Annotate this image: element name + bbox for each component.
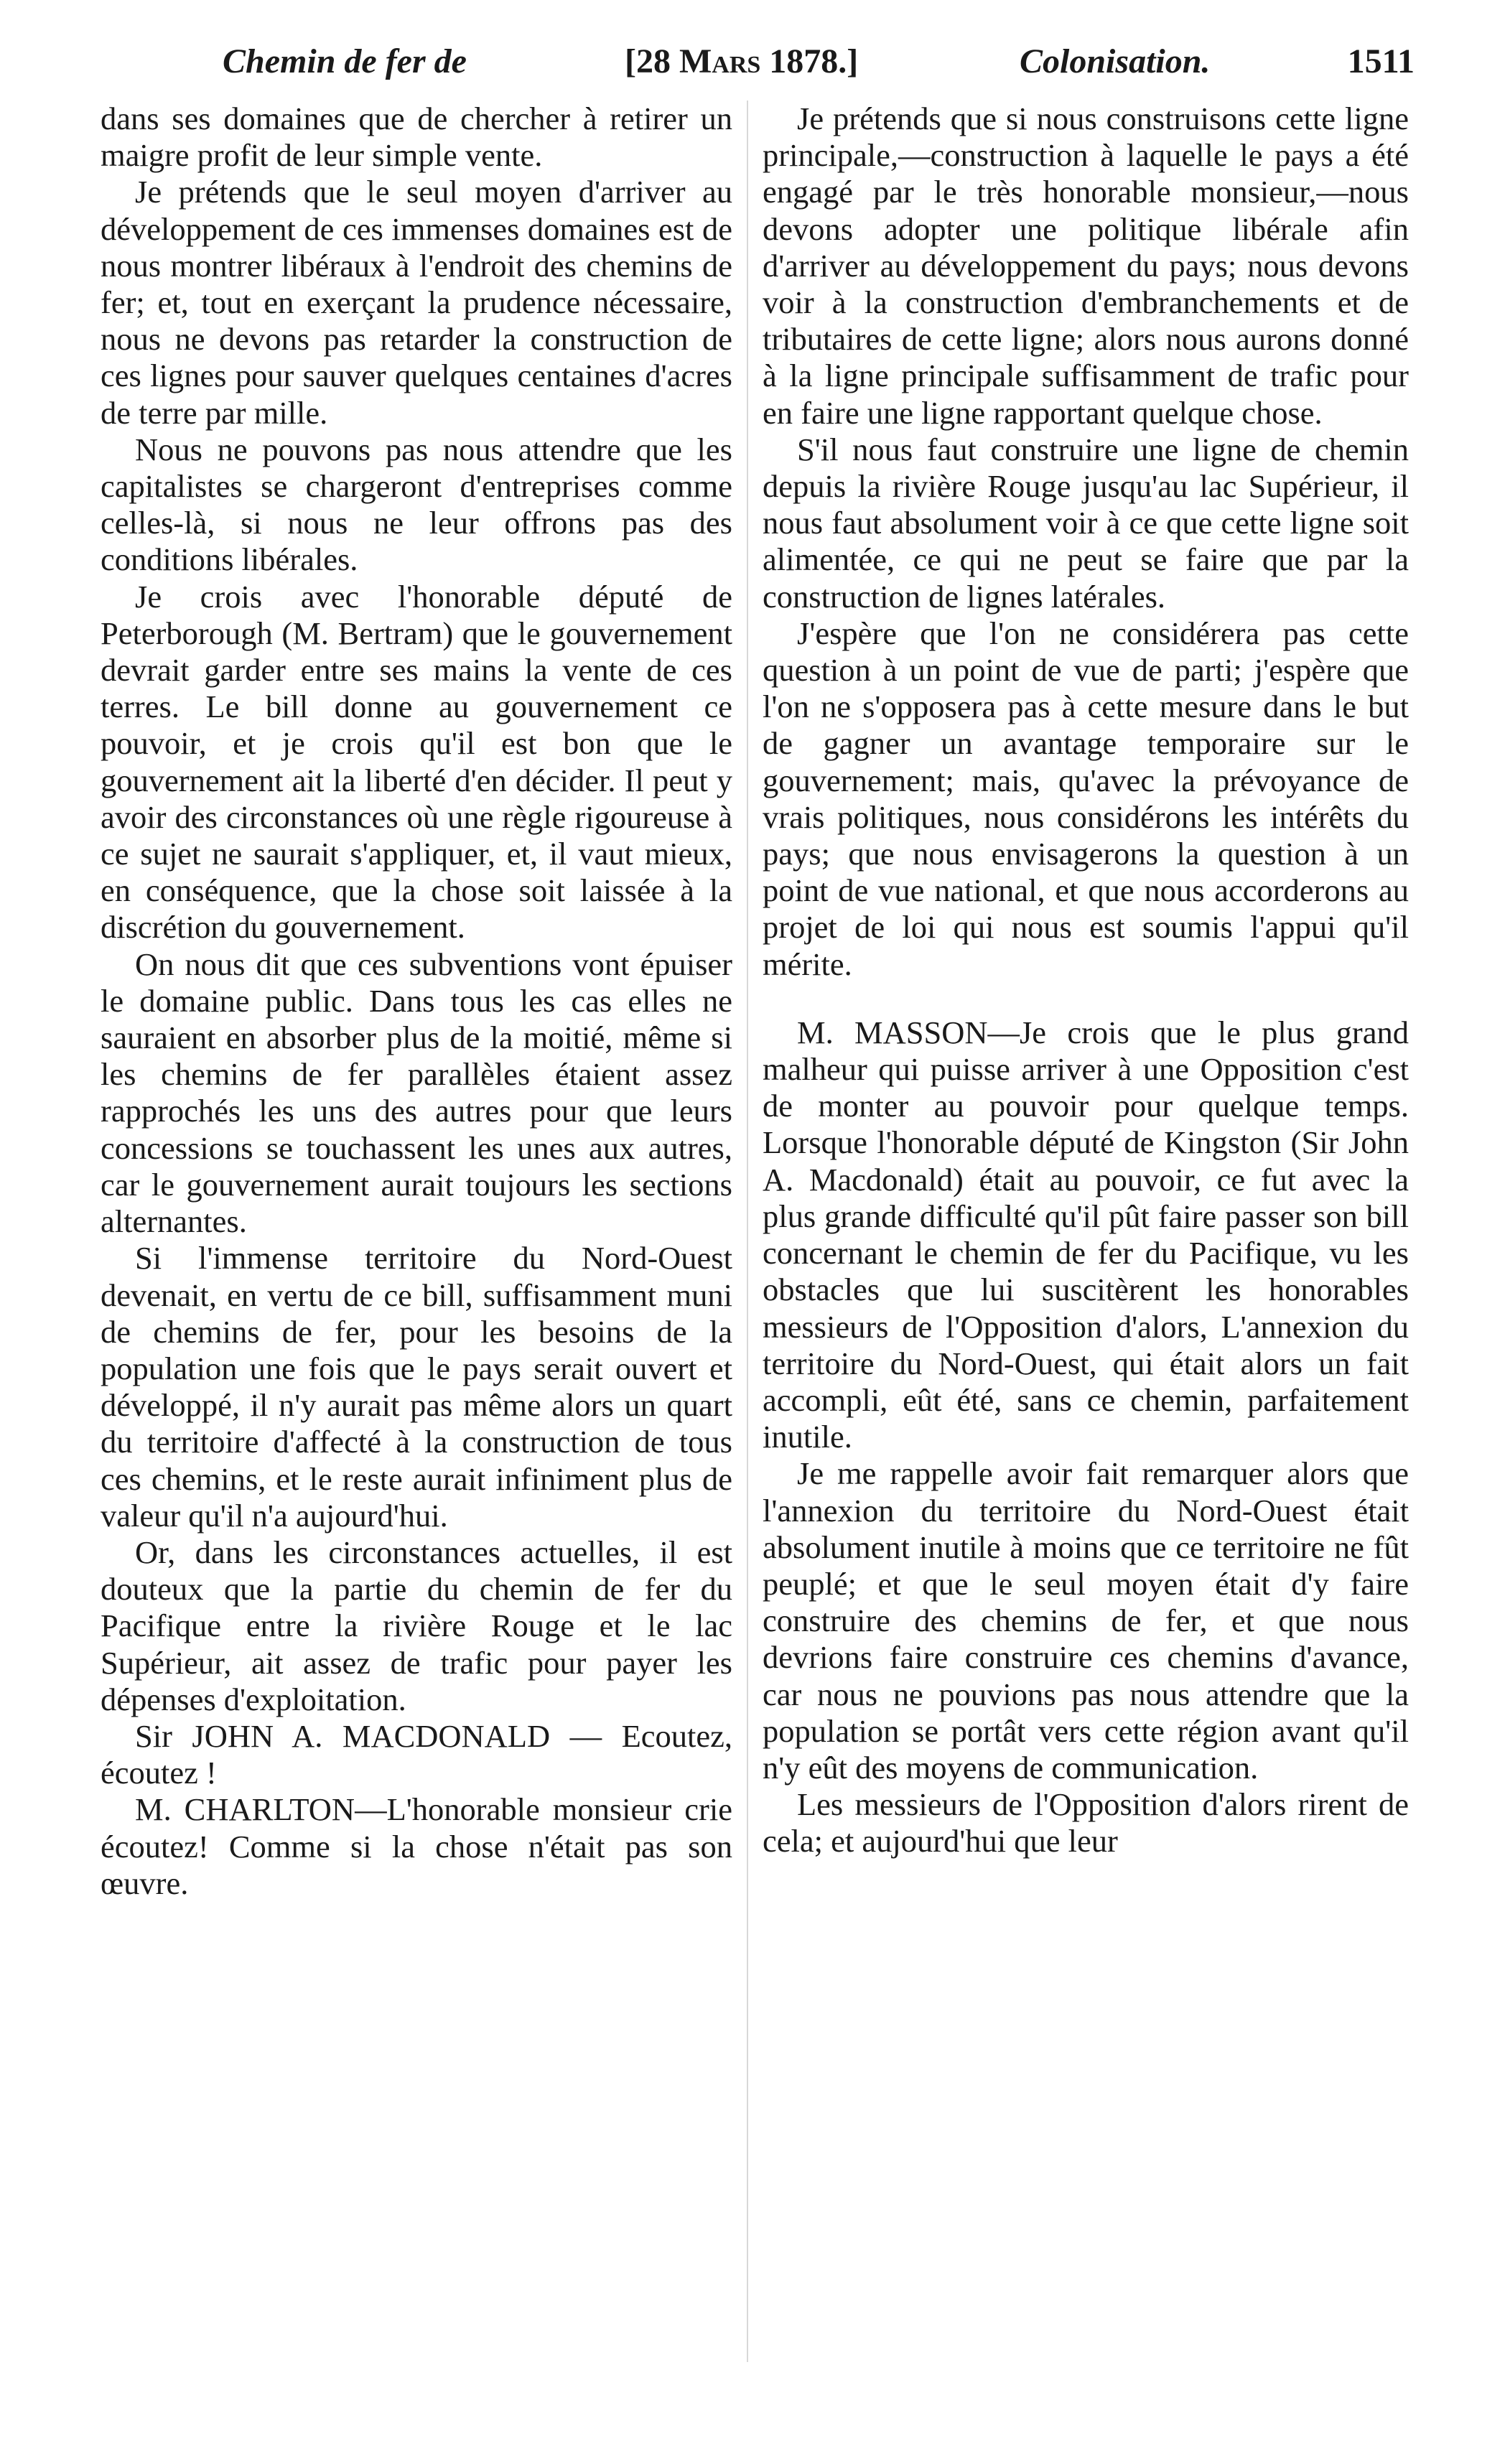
paragraph: S'il nous faut construire une ligne de chemin depuis la rivière Rouge jusqu'au lac Supérieur, il nous faut absolument voir à ce que cette ligne soit alimentée, ce qui ne peut se faire que par la construction de lignes latérales. [763, 431, 1409, 615]
paragraph: Or, dans les circonstances actuelles, il est douteux que la partie du chemin de fer du Pacifique entre la rivière Rouge et le lac Supérieur, ait assez de trafic pour payer les dépenses d'exploitation. [101, 1534, 732, 1717]
running-header [223, 42, 1415, 92]
paragraph: dans ses domaines que de chercher à retirer un maigre profit de leur simple vente. [101, 101, 732, 174]
column-divider [747, 101, 748, 2362]
running-head-left: Chemin de fer de [223, 42, 467, 80]
paragraph: Je me rappelle avoir fait remarquer alors que l'annexion du territoire du Nord-Ouest était absolument inutile à moins que ce territoire ne fût peuplé; et que le seul moyen était d'y faire construire des chemins de fer, et que nous devrions faire construire ces chemins d'avance, car nous ne pouvions pas nous attendre que la population se portât vers cette région avant qu'il n'y eût des moyens de communication. [763, 1455, 1409, 1786]
speaker-paragraph: M. CHARLTON—L'honorable monsieur crie écoutez! Comme si la chose n'était pas son œuvre. [101, 1791, 732, 1901]
right-column [763, 101, 1409, 2427]
paragraph: Je prétends que le seul moyen d'arriver au développement de ces immenses domaines est de nous montrer libéraux à l'endroit des chemins de fer; et, tout en exerçant la prudence nécessaire, nous ne devons pas retarder la construction de ces lignes pour sauver quelques centaines d'acres de terre par mille. [101, 174, 732, 431]
paragraph: On nous dit que ces subventions vont épuiser le domaine public. Dans tous les cas elles ne sauraient en absorber plus de la moitié, même si les chemins de fer parallèles étaient assez rapprochés les uns des autres pour que leurs concessions se touchassent les unes aux autres, car le gouvernement aurait toujours les sections alternantes. [101, 946, 732, 1240]
paragraph: J'espère que l'on ne considérera pas cette question à un point de vue de parti; j'espère que l'on ne s'opposera pas à cette mesure dans le but de gagner un avantage temporaire sur le gouvernement; mais, qu'avec la prévoyance de vrais politiques, nous considérons les intérêts du pays; que nous envisagerons la question à un point de vue national, et que nous accorderons au projet de loi qui nous est soumis l'appui qu'il mérite. [763, 615, 1409, 982]
session-date: [28 Mars 1878.] [625, 42, 859, 80]
paragraph: Je crois avec l'honorable député de Peterborough (M. Bertram) que le gouvernement devrait garder entre ses mains la vente de ces terres. Le bill donne au gouvernement ce pouvoir, et je crois qu'il est bon que le gouvernement ait la liberté d'en décider. Il peut y avoir des circonstances où une règle rigoureuse à ce sujet ne saurait s'appliquer, et, il vaut mieux, en conséquence, que la chose soit laissée à la discrétion du gouvernement. [101, 578, 732, 946]
paragraph: Nous ne pouvons pas nous attendre que les capitalistes se chargeront d'entreprises comme celles-là, si nous ne leur offrons pas des conditions libérales. [101, 431, 732, 578]
running-head-right: Colonisation. [1020, 42, 1211, 80]
speaker-interjection: Sir JOHN A. MACDONALD — Ecoutez, écoutez ! [101, 1717, 732, 1791]
paragraph: Je prétends que si nous construisons cette ligne principale,—construction à laquelle le pays a été engagé par le très honorable monsieur,—nous devons adopter une politique libérale afin d'arriver au développement du pays; nous devons voir à la construction d'embranchements et de tributaires de cette ligne; alors nous aurons donné à la ligne principale suffisamment de trafic pour en faire une ligne rapportant quelque chose. [763, 101, 1409, 431]
left-column [101, 101, 732, 2427]
speaker-paragraph: M. MASSON—Je crois que le plus grand malheur qui puisse arriver à une Opposition c'est de monter au pouvoir pour quelque temps. Lorsque l'honorable député de Kingston (Sir John A. Macdonald) était au pouvoir, ce fut avec la plus grande difficulté qu'il pût faire passer son bill concernant le chemin de fer du Pacifique, vu les obstacles que lui suscitèrent les honorables messieurs de l'Opposition d'alors, L'annexion du territoire du Nord-Ouest, qui était alors un fait accompli, eût été, sans ce chemin, parfaitement inutile. [763, 1014, 1409, 1455]
paragraph: Si l'immense territoire du Nord-Ouest devenait, en vertu de ce bill, suffisamment muni de chemins de fer, pour les besoins de la population une fois que le pays serait ouvert et développé, il n'y aurait pas même alors un quart du territoire d'affecté à la construction de tous ces chemins, et le reste aurait infiniment plus de valeur qu'il n'a aujourd'hui. [101, 1240, 732, 1534]
page-number: 1511 [1347, 42, 1415, 80]
paragraph: Les messieurs de l'Opposition d'alors rirent de cela; et aujourd'hui que leur [763, 1786, 1409, 1859]
